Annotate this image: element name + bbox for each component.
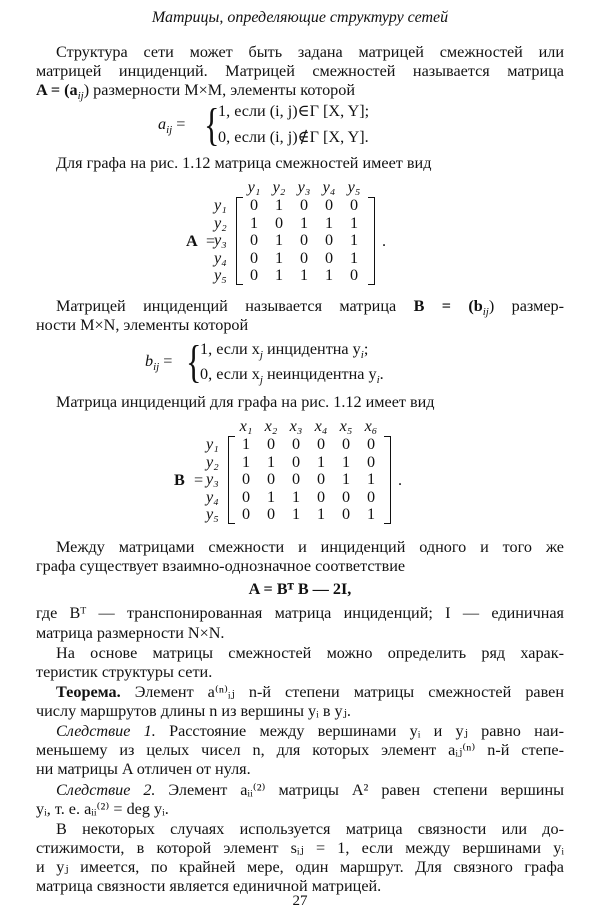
matrix-cell: 0 xyxy=(366,487,376,506)
row-label: y₄ xyxy=(214,248,227,267)
matrix-cell: 1 xyxy=(366,505,376,523)
book-page: Матрицы, определяющие структуру сетей Структура сети может быть задана матрицей смежностей или матрицей инциденций. Матрицей смежностей называется матрица $A = (a_{ij})$ размерности M×M, элементы которой $a_{ij}$ = { 1, если (i, j)∈Γ [X, Y]; 0, если (i, j)∉Γ [X, Y]. Для графа на рис. 1.12 матрица смежностей имеет вид A = . y₁ y₂ y₃ y₄ y₅ y₁ y₂ y₃ y₄ y₅ 0 1 0 0 0 1 0 1 1 1 0 1 0 0 1 0 1 0 0 1 0 1 1 1 0 Матрицей инциденций называется матрица $B = (b_{ij})$ размер- ности M×N, элементы которой $b_{ij}$ = { 1, если $x_j$ инцидентна $y_i$; 0, если $x_j$ неинцидентна $y_i$. Матрица инциденций для графа на рис. 1.12 имеет вид B = . x₁ x₂ x₃ x₄ x₅ x₆ y₁ y₂ y₃ y₄ y₅ 1 0 0 0 0 0 1 1 0 1 1 0 0 0 0 0 1 1 0 1 1 0 0 0 0 0 1 1 0 1 Между матрицами смежности и инциденций одного и того же графа существует взаимно-однозначное соответствие A = Bᵀ B — 2I, где Bᵀ — транспонированная матрица инциденций; I — единичная матрица размерности N×N. На основе матрицы смежностей можно определить ряд харак- теристик структуры сети. Теорема. Элемент a⁽ⁿ⁾ᵢⱼ n-й степени матрицы смежностей равен числу маршрутов длины n из вершины yᵢ в yⱼ. Следствие 1. Расстояние между вершинами yᵢ и yⱼ равно наи- меньшему из целых чисел n, для которых элемент aᵢⱼ⁽ⁿ⁾ n-й степе- ни матрицы A отличен от нуля. Следствие 2. Элемент aᵢᵢ⁽²⁾ матрицы A² равен степени вершины yᵢ, т. е. aᵢᵢ⁽²⁾ = deg yᵢ. В некоторых случаях используется матрица связности или до- стижимости, в которой элемент sᵢⱼ = 1, если между вершинами yᵢ и yⱼ имеется, по крайней мере, один маршрут. Для связного графа матрица связности является единичной матрицей. 27 xyxy=(0,0,600,909)
aij-case-1: 1, если (i, j)∈Γ [X, Y]; xyxy=(218,102,370,120)
matrix-cell: 0 xyxy=(341,505,351,523)
matrix-cell: 1 xyxy=(324,213,334,232)
cor1-line-2: меньшему из целых чисел n, для которых элемент aᵢⱼ⁽ⁿ⁾ n-й степе- xyxy=(36,741,564,759)
matrix-cell: 0 xyxy=(241,487,251,506)
bij-case-2: 0, если $x_j$ неинцидентна $y_i$. xyxy=(200,365,384,387)
matrix-cell: 1 xyxy=(341,470,351,488)
theorem-label: Теорема. xyxy=(56,683,121,701)
matrix-cell: 1 xyxy=(274,196,284,214)
matrix-cell: 0 xyxy=(324,231,334,249)
reach-line-4: матрица связности является единичной матрицей. xyxy=(36,877,382,895)
bij-case-1: 1, если $x_j$ инцидентна $y_i$; xyxy=(200,340,369,362)
col-label: x₂ xyxy=(264,417,278,435)
char-line-2: теристик структуры сети. xyxy=(36,663,213,681)
matrix-cell: 0 xyxy=(249,196,259,214)
row-label: y₂ xyxy=(214,213,227,232)
intro-matrix-def: A = (a xyxy=(36,81,78,99)
matrix-b-right-bracket xyxy=(384,436,391,524)
matrix-cell: 1 xyxy=(249,213,259,232)
col-label: x₁ xyxy=(239,417,253,435)
page-number: 27 xyxy=(292,893,308,909)
adj-lead: Для графа на рис. 1.12 матрица смежностей имеет вид xyxy=(56,154,432,172)
matrix-cell: 0 xyxy=(324,196,334,214)
matrix-cell: 1 xyxy=(316,452,326,471)
matrix-cell: 1 xyxy=(349,231,359,249)
aij-case-2: 0, если (i, j)∉Γ [X, Y]. xyxy=(218,128,369,146)
cor2-line-1: Следствие 2. Элемент aᵢᵢ⁽²⁾ матрицы A² равен степени вершины xyxy=(56,781,564,799)
bij-brace: { xyxy=(186,336,202,387)
relation-line-2: графа существует взаимно-однозначное соответствие xyxy=(36,557,406,575)
matrix-cell: 1 xyxy=(316,505,326,523)
matrix-cell: 0 xyxy=(241,505,251,523)
matrix-cell: 0 xyxy=(241,470,251,488)
col-label: y₂ xyxy=(272,178,286,196)
row-label: y₂ xyxy=(206,452,219,471)
col-label: x₃ xyxy=(289,417,303,435)
matrix-cell: 0 xyxy=(366,435,376,453)
cor1-line-1: Следствие 1. Расстояние между вершинами yᵢ и yⱼ равно наи- xyxy=(56,722,564,740)
inc-def-line-1: Матрицей инциденций называется матрица $B = (b_{ij})$ размер- xyxy=(56,297,565,319)
matrix-cell: 0 xyxy=(341,487,351,506)
matrix-cell: 0 xyxy=(249,248,259,267)
inc-lead: Матрица инциденций для графа на рис. 1.12 имеет вид xyxy=(56,393,435,411)
matrix-cell: 0 xyxy=(249,231,259,249)
matrix-cell: 0 xyxy=(349,196,359,214)
intro-line-3-rest: ) размерности M×M, элементы которой xyxy=(83,81,356,99)
col-label: y₁ xyxy=(247,178,261,196)
cor1-line-3: ни матрицы A отличен от нуля. xyxy=(36,760,251,778)
matrix-a-name: A xyxy=(186,232,198,250)
matrix-cell: 0 xyxy=(299,196,309,214)
relation-formula: A = Bᵀ B — 2I, xyxy=(248,580,352,598)
running-header: Матрицы, определяющие структуру сетей xyxy=(151,9,449,26)
row-label: y₄ xyxy=(206,487,219,506)
row-label: y₅ xyxy=(214,266,227,284)
inc-def-line-2: ности M×N, элементы которой xyxy=(36,316,249,334)
matrix-cell: 1 xyxy=(324,266,334,284)
aij-lhs: $a_{ij}$ = xyxy=(158,115,186,137)
matrix-cell: 1 xyxy=(349,248,359,267)
matrix-cell: 1 xyxy=(274,266,284,284)
matrix-cell: 1 xyxy=(349,213,359,232)
reach-line-2: стижимости, в которой элемент sᵢⱼ = 1, если между вершинами yᵢ xyxy=(36,839,564,857)
char-line-1: На основе матрицы смежностей можно определить ряд харак- xyxy=(56,644,564,662)
bij-lhs: $b_{ij}$ = xyxy=(145,352,173,374)
matrix-cell: 0 xyxy=(316,487,326,506)
matrix-cell: 1 xyxy=(266,487,276,506)
matrix-cell: 1 xyxy=(266,452,276,471)
matrix-cell: 0 xyxy=(324,248,334,267)
row-label: y₁ xyxy=(214,196,227,214)
matrix-cell: 0 xyxy=(366,452,376,471)
matrix-cell: 1 xyxy=(366,470,376,488)
col-label: y₄ xyxy=(322,178,336,196)
cor2-label: Следствие 2. xyxy=(56,781,156,799)
intro-line-1: Структура сети может быть задана матрицей смежностей или xyxy=(56,43,564,61)
where-line-2: матрица размерности N×N. xyxy=(36,624,225,642)
row-label: y₃ xyxy=(206,470,219,488)
matrix-cell: 1 xyxy=(299,266,309,284)
row-label: y₁ xyxy=(206,435,219,453)
relation-line-1: Между матрицами смежности и инциденций одного и того же xyxy=(56,538,564,556)
matrix-cell: 0 xyxy=(316,470,326,488)
matrix-cell: 1 xyxy=(241,435,251,453)
col-label: x₄ xyxy=(314,417,328,435)
matrix-cell: 0 xyxy=(274,213,284,232)
cor1-label: Следствие 1. xyxy=(56,722,156,740)
matrix-cell: 0 xyxy=(249,266,259,284)
intro-line-3: $A = (a_{ij})$ размерности M×M, элементы которой xyxy=(36,81,356,103)
matrix-a-right-bracket xyxy=(368,197,375,285)
matrix-cell: 0 xyxy=(291,452,301,471)
matrix-cell: 1 xyxy=(274,248,284,267)
matrix-cell: 1 xyxy=(291,505,301,523)
cor2-line-2: yᵢ, т. е. aᵢᵢ⁽²⁾ = deg yᵢ. xyxy=(36,800,169,818)
matrix-cell: 1 xyxy=(291,487,301,506)
matrix-cell: 0 xyxy=(291,470,301,488)
row-label: y₅ xyxy=(206,505,219,523)
where-line-1: где Bᵀ — транспонированная матрица инциденций; I — единичная xyxy=(36,604,564,622)
col-label: y₃ xyxy=(297,178,311,196)
col-label: x₆ xyxy=(364,417,378,435)
col-label: x₅ xyxy=(339,417,353,435)
matrix-b-name: B xyxy=(174,471,185,489)
matrix-cell: 1 xyxy=(341,452,351,471)
row-label: y₃ xyxy=(214,231,227,249)
matrix-cell: 0 xyxy=(266,435,276,453)
aij-brace: { xyxy=(204,99,220,150)
matrix-cell: 0 xyxy=(291,435,301,453)
theorem-line-1: Теорема. Элемент a⁽ⁿ⁾ᵢⱼ n-й степени матрицы смежностей равен xyxy=(56,683,564,701)
matrix-cell: 1 xyxy=(274,231,284,249)
theorem-line-2: числу маршрутов длины n из вершины yᵢ в yⱼ. xyxy=(36,702,351,720)
matrix-cell: 0 xyxy=(341,435,351,453)
reach-line-3: и yⱼ имеется, по крайней мере, один маршрут. Для связного графа xyxy=(36,858,564,876)
matrix-cell: 0 xyxy=(266,505,276,523)
reach-line-1: В некоторых случаях используется матрица связности или до- xyxy=(56,820,564,838)
matrix-cell: 1 xyxy=(241,452,251,471)
matrix-cell: 1 xyxy=(299,213,309,232)
matrix-cell: 0 xyxy=(349,266,359,284)
matrix-cell: 0 xyxy=(299,248,309,267)
col-label: y₅ xyxy=(347,178,361,196)
matrix-cell: 0 xyxy=(266,470,276,488)
intro-line-2: матрицей инциденций. Матрицей смежностей называется матрица xyxy=(36,62,564,80)
matrix-cell: 0 xyxy=(316,435,326,453)
matrix-cell: 0 xyxy=(299,231,309,249)
